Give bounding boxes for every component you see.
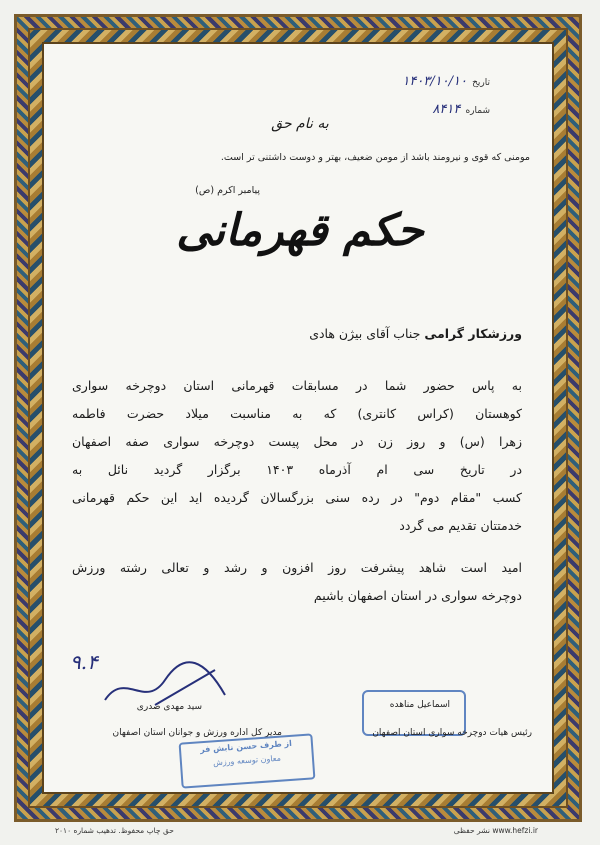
left-stamp-subtext: معاون توسعه ورزش [212, 753, 282, 768]
date-value: ۱۴۰۳/۱۰/۱۰ [402, 74, 467, 89]
body-line-6: خدمتتان تقدیم می گردد [399, 518, 522, 533]
left-signer-title: مدیر کل اداره ورزش و جوانان استان اصفهان [112, 728, 282, 738]
body-line-5: کسب "مقام دوم" در رده سنی بزرگسالان گردیده اید این حکم قهرمانی [72, 490, 522, 505]
footer-copyright: حق چاپ محفوظ. تدهیب شماره ۲۰۱۰ [55, 826, 174, 835]
body-line-1: به پاس حضور شما در مسابقات قهرمانی استان دوچرخه سواری [72, 378, 522, 393]
footer-publisher: www.hefzi.ir نشر حفظی [453, 826, 538, 835]
right-signer-title: رئیس هیات دوچرخه سواری استان اصفهان [372, 728, 532, 738]
invocation: به نام حق [271, 116, 329, 132]
body-line-3: زهرا (س) و روز زن در محل پیست دوچرخه سواری صفه اصفهان [72, 434, 522, 449]
body-line-7: امید است شاهد پیشرفت روز افزون و رشد و تعالی رشته ورزش [72, 560, 522, 575]
recipient-name: جناب آقای بیژن هادی [309, 326, 421, 341]
hadith-quote: مومنی که قوی و نیرومند باشد از مومن ضعیف، بهتر و دوست داشتنی تر است. [220, 152, 530, 163]
recipient-prefix: ورزشکار گرامی [424, 326, 522, 341]
date-label: تاریخ [472, 78, 490, 88]
recipient-line [309, 326, 522, 341]
number-label: شماره [465, 106, 490, 116]
handwritten-annotation: ۹.۴ [70, 650, 98, 674]
number-value: ۸۴۱۴ [432, 102, 461, 117]
date-row [402, 70, 490, 89]
hadith-source: پیامبر اکرم (ص) [195, 185, 260, 196]
body-line-8: دوچرخه سواری در استان اصفهان باشیم [313, 588, 522, 603]
body-line-4: در تاریخ سی ام آذرماه ۱۴۰۳ برگزار گردید نائل به [72, 462, 523, 477]
number-row [432, 98, 490, 117]
right-signer-name: اسماعیل مناهده [389, 700, 450, 710]
left-official-stamp [179, 733, 316, 788]
left-signer-name: سید مهدی صدری [136, 702, 202, 712]
certificate-title: حکم قهرمانی [176, 205, 424, 256]
body-line-2: کوهستان (کراس کانتری) که به مناسبت میلاد حضرت فاطمه [72, 406, 522, 421]
left-stamp-text: از طرف حسن نابش فر [199, 738, 293, 755]
